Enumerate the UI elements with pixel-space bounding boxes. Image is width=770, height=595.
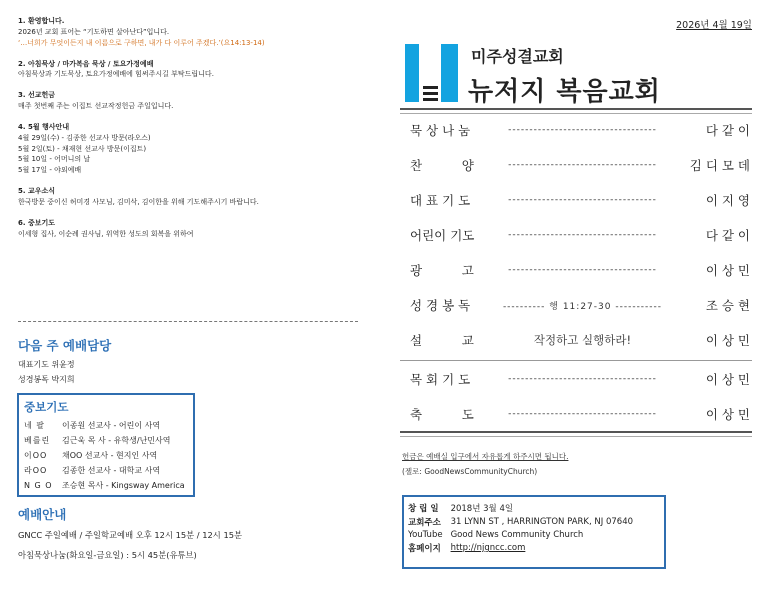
notice-line: 이세형 집사, 이순례 권사님, 위역한 성도의 회복을 위하여 <box>18 229 194 238</box>
info-key: 홈페이지 <box>408 544 441 554</box>
header-rule-thin <box>400 113 752 114</box>
church-info-table <box>404 501 637 555</box>
notice-line: 5월 17일 - 야외예배 <box>18 166 82 175</box>
order-label: 목 회 기 도 <box>410 372 471 387</box>
order-label: 어린이 기도 <box>410 228 475 243</box>
region: 이OO <box>24 451 48 460</box>
notice-line: 4월 29일(수) - 김종한 선교사 방문(라오스) <box>18 133 151 142</box>
sermon-title: 작정하고 실행하라! <box>533 333 632 347</box>
church-denomination: 미주성결교회 <box>471 47 564 66</box>
church-logo-icon <box>403 42 461 104</box>
notices <box>18 16 358 240</box>
church-logo <box>403 42 461 104</box>
order-row <box>410 405 750 423</box>
order-row <box>410 226 750 244</box>
intercession-row <box>24 418 193 433</box>
order-label: 축 도 <box>410 407 474 422</box>
intercession-title: 중보기도 <box>24 400 69 414</box>
region: 베를린 <box>24 436 51 445</box>
order-leader: 다 같 이 <box>705 228 750 243</box>
next-week-section <box>18 336 111 385</box>
intercession-row <box>24 478 193 493</box>
order-row <box>410 191 750 209</box>
order-label: 찬 양 <box>410 158 474 173</box>
info-row <box>404 501 637 515</box>
notice-line: 5월 10일 - 어머니의 날 <box>18 155 91 164</box>
info-value: Good News Community Church <box>450 530 584 540</box>
order-detail: ----------------------------------- <box>508 409 657 419</box>
info-key: 교회주소 <box>408 518 441 528</box>
order-row <box>410 296 750 314</box>
order-leader: 이 상 민 <box>705 407 750 422</box>
worship-info-title: 예배안내 <box>18 507 67 522</box>
homepage-link[interactable]: http://njgncc.com <box>450 543 526 553</box>
info-row <box>404 515 637 529</box>
offering-note <box>402 451 568 477</box>
offering-note-line: 헌금은 예배실 입구에서 자유롭게 하주시면 됩니다. <box>402 452 569 461</box>
footer-rule <box>400 431 752 433</box>
order-leader: 이 상 민 <box>705 333 750 348</box>
order-leader: 이 상 민 <box>705 372 750 387</box>
sermon-rule <box>400 360 752 361</box>
order-detail: ----------------------------------- <box>508 374 657 384</box>
bulletin-date: 2026년 4월 19일 <box>676 20 752 31</box>
order-detail: ----------------------------------- <box>508 160 657 170</box>
order-detail: ----------------------------------- <box>508 195 657 205</box>
region: 라OO <box>24 466 48 475</box>
notice-title: 1. 환영합니다. <box>18 17 65 25</box>
notice-title: 2. 아침묵상 / 마가복음 묵상 / 토요가정예배 <box>18 59 154 68</box>
prayer-text: 조승현 목사 - Kingsway America <box>62 481 185 490</box>
prayer-text: 김종한 선교사 - 대학교 사역 <box>62 466 161 475</box>
offering-note-sub: (젤로: GoodNewsCommunityChurch) <box>402 467 538 476</box>
intercession-list <box>24 418 193 493</box>
prayer-text: 김근욱 목 사 - 유학생/난민사역 <box>62 436 171 445</box>
notice-title: 4. 5월 행사안내 <box>18 122 70 131</box>
notice-5 <box>18 186 358 208</box>
order-label: 설 교 <box>410 333 474 348</box>
notice-line: ‘…너희가 무엇이든지 내 이름으로 구하면, 내가 다 이루어 주겠다.’(요14:13-14) <box>18 38 265 47</box>
notice-1 <box>18 16 358 49</box>
worship-info-line: 아침묵상나눔(화요일-금요일) : 5시 45분(유튜브) <box>18 550 197 560</box>
intercession-row <box>24 448 193 463</box>
order-leader: 이 지 영 <box>705 193 750 208</box>
order-leader: 조 승 현 <box>705 298 750 313</box>
order-row <box>410 121 750 139</box>
notice-4 <box>18 122 358 176</box>
notice-line: 매주 첫번째 주는 이집트 선교작정헌금 주일입니다. <box>18 102 174 111</box>
order-row <box>410 331 750 349</box>
order-leader: 다 같 이 <box>705 123 750 138</box>
next-week-title: 다음 주 예배담당 <box>18 338 112 353</box>
header-rule <box>400 108 752 110</box>
region: N G O <box>24 481 53 490</box>
order-detail: ----------------------------------- <box>508 125 657 135</box>
notice-line: 한국방문 중이신 허미경 사모님, 김미삭, 김이한을 위해 기도해주시기 바랍니다. <box>18 197 259 206</box>
notice-3 <box>18 90 358 112</box>
section-divider <box>18 321 358 322</box>
info-row <box>404 529 637 541</box>
info-row <box>404 541 637 555</box>
notice-line: 2026년 교회 표어는 “기도하면 살아난다”입니다. <box>18 27 170 36</box>
order-label: 광 고 <box>410 263 474 278</box>
notice-2 <box>18 59 358 81</box>
info-value: 31 LYNN ST , HARRINGTON PARK, NJ 07640 <box>450 517 634 527</box>
worship-info-section <box>18 505 242 561</box>
region: 네 팔 <box>24 421 45 430</box>
next-week-line: 성경봉독 박지희 <box>18 375 75 384</box>
footer-rule-thin <box>400 436 752 437</box>
order-row <box>410 156 750 174</box>
order-row <box>410 261 750 279</box>
prayer-text: 이종원 선교사 - 어린이 사역 <box>62 421 161 430</box>
order-label: 묵 상 나 눔 <box>410 123 471 138</box>
prayer-text: 채OO 선교사 - 현지인 사역 <box>62 451 158 460</box>
intercession-box <box>17 393 195 497</box>
order-label: 대 표 기 도 <box>410 193 471 208</box>
order-detail: ----------------------------------- <box>508 230 657 240</box>
order-detail: ----------------------------------- <box>508 265 657 275</box>
worship-info-line: GNCC 주일예배 / 주일학교예배 오후 12시 15분 / 12시 15분 <box>18 530 243 540</box>
notice-6 <box>18 218 358 240</box>
notice-line: 5월 2일(토) - 채재현 선교사 방문(이집트) <box>18 144 147 153</box>
order-row <box>410 370 750 388</box>
notice-line: 아침묵상과 기도묵상, 토요가정예배에 힘써주시길 부탁드립니다. <box>18 70 214 79</box>
notice-title: 6. 중보기도 <box>18 218 56 227</box>
church-name: 뉴저지 복음교회 <box>468 77 661 107</box>
next-week-line: 대표기도 위윤정 <box>18 360 75 369</box>
info-key: YouTube <box>408 530 443 540</box>
order-detail: ---------- 행 11:27-30 ----------- <box>502 301 663 312</box>
notice-title: 5. 교우소식 <box>18 187 56 196</box>
intercession-row <box>24 433 193 448</box>
intercession-row <box>24 463 193 478</box>
order-leader: 이 상 민 <box>705 263 750 278</box>
order-label: 성 경 봉 독 <box>410 298 471 313</box>
info-key: 창 립 일 <box>408 504 439 514</box>
info-value: 2018년 3월 4일 <box>450 504 514 514</box>
order-leader: 김 디 모 데 <box>689 158 750 173</box>
notice-title: 3. 선교헌금 <box>18 91 56 100</box>
church-info-box <box>402 495 666 569</box>
